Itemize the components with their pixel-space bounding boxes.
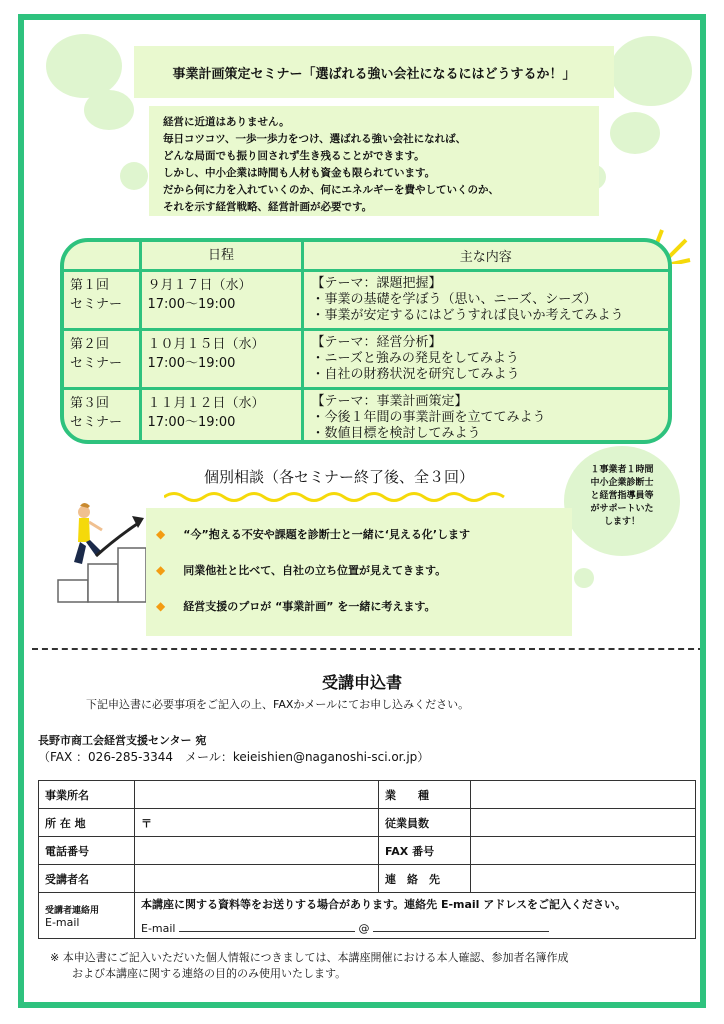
session-item: ・事業が安定するにはどうすれば良いか考えてみよう	[311, 308, 624, 323]
intro-line: どんな局面でも振り回されず生き残ることができます。	[163, 150, 425, 162]
session-date: １０月１５日（水）	[147, 337, 265, 352]
application-form	[38, 780, 696, 939]
session-label: セミナー	[70, 297, 123, 312]
cut-line	[32, 648, 704, 650]
phone-label: 電話番号	[39, 837, 135, 865]
deco-circle	[46, 34, 122, 98]
consult-point	[156, 598, 435, 614]
email-note: 本講座に関する資料等をお送りする場合があります。連絡先 E-mail アドレスをご記入ください。	[141, 898, 626, 911]
table-row	[39, 865, 696, 893]
session-label: セミナー	[70, 356, 123, 371]
consult-title: 個別相談（各セミナー終了後、全３回）	[203, 468, 474, 486]
consult-point	[156, 526, 470, 542]
wave-underline	[164, 490, 514, 504]
industry-field[interactable]	[471, 781, 696, 809]
email-prefix: E-mail	[141, 922, 176, 935]
email-at: @	[358, 922, 370, 935]
deco-circle	[120, 162, 148, 190]
intro-line: 経営に近道はありません。	[163, 116, 290, 128]
intro-line: しかし、中小企業は時間も人材も資金も限られています。	[163, 167, 436, 179]
session-label: 第３回	[70, 396, 110, 411]
intro-line: 毎日コツコツ、一歩一歩力をつけ、選ばれる強い会社になれば、	[163, 133, 467, 145]
bubble-line: と経営指導員等	[590, 491, 654, 501]
bubble-line: 中小企業診断士	[590, 478, 654, 488]
address-field[interactable]: 〒	[135, 809, 379, 837]
note-line: および本講座に関する連絡の目的のみ使用いたします。	[50, 967, 347, 980]
seminar-title: 事業計画策定セミナー「選ばれる強い会社になるにはどうするか！」	[134, 46, 614, 98]
intro-line: だから何に力を入れていくのか、何にエネルギーを費やしていくのか、	[163, 184, 499, 196]
deco-circle	[574, 568, 594, 588]
session-item: ・自社の財務状況を研究してみよう	[311, 367, 520, 382]
phone-field[interactable]	[135, 837, 379, 865]
session-item: ・事業の基礎を学ぼう（思い、ニーズ、シーズ）	[311, 292, 597, 307]
support-bubble	[564, 446, 680, 556]
address-label: 所 在 地	[39, 809, 135, 837]
table-row	[39, 809, 696, 837]
point-text: 同業他社と比べて、自社の立ち位置が見えてきます。	[183, 564, 447, 577]
session-time: 17:00〜19:00	[147, 415, 236, 430]
schedule-header	[64, 242, 140, 271]
attendee-field[interactable]	[135, 865, 379, 893]
bullet-icon: ◆	[156, 563, 166, 577]
session-item: ・ニーズと強みの発見をしてみよう	[311, 351, 519, 366]
consult-points	[146, 508, 572, 636]
email-field[interactable]	[135, 893, 696, 939]
company-label: 事業所名	[39, 781, 135, 809]
session-label: 第２回	[70, 337, 110, 352]
table-row	[39, 837, 696, 865]
table-row	[64, 389, 668, 445]
session-item: ・今後１年間の事業計画を立ててみよう	[311, 410, 546, 425]
schedule-table	[60, 238, 672, 444]
session-theme: 【テーマ：経営分析】	[311, 335, 442, 350]
session-theme: 【テーマ：事業計画策定】	[311, 394, 468, 409]
session-theme: 【テーマ：課題把握】	[311, 276, 442, 291]
table-row	[39, 893, 696, 939]
session-label: セミナー	[70, 415, 123, 430]
table-row	[64, 271, 668, 330]
bubble-line: がサポートいた	[590, 504, 654, 514]
point-text: 経営支援のプロが “事業計画” を一緒に考えます。	[183, 600, 436, 613]
session-date: １１月１２日（水）	[147, 396, 265, 411]
schedule-header: 主な内容	[302, 242, 668, 271]
form-subtitle: 下記申込書に必要事項をご記入の上、FAXかメールにてお申し込みください。	[86, 698, 470, 711]
table-row	[64, 330, 668, 389]
employees-label: 従業員数	[379, 809, 471, 837]
attendee-label: 受講者名	[39, 865, 135, 893]
privacy-note	[50, 950, 569, 982]
page-frame	[18, 14, 706, 1008]
deco-circle	[610, 36, 692, 106]
table-row	[39, 781, 696, 809]
email-label-line: E-mail	[45, 915, 80, 929]
office-name: 長野市商工会経営支援センター 宛	[38, 734, 207, 747]
employees-field[interactable]	[471, 809, 696, 837]
session-time: 17:00〜19:00	[147, 297, 236, 312]
bubble-line: します！	[603, 517, 640, 527]
contact-tel-field[interactable]	[471, 865, 696, 893]
bubble-line: １事業者１時間	[590, 465, 654, 475]
fax-label: FAX 番号	[379, 837, 471, 865]
climbing-person-icon	[52, 498, 148, 608]
point-text: “今”抱える不安や課題を診断士と一緒に‘見える化’します	[183, 528, 471, 541]
deco-circle	[84, 90, 134, 130]
deco-circle	[610, 112, 660, 154]
schedule-header: 日程	[140, 242, 302, 271]
session-time: 17:00〜19:00	[147, 356, 236, 371]
intro-text	[149, 106, 599, 216]
session-label: 第１回	[70, 278, 110, 293]
consult-point	[156, 562, 446, 578]
form-title: 受講申込書	[321, 673, 402, 692]
session-item: ・数値目標を検討してみよう	[311, 426, 481, 441]
email-input-line[interactable]	[141, 922, 689, 935]
bullet-icon: ◆	[156, 599, 166, 613]
contact-tel-label: 連 絡 先	[379, 865, 471, 893]
intro-line: それを示す経営戦略、経営計画が必要です。	[163, 201, 373, 213]
note-line: ※ 本申込書にご記入いただいた個人情報につきましては、本講座開催における本人確認、参加者名簿作成	[50, 951, 569, 964]
company-field[interactable]	[135, 781, 379, 809]
bullet-icon: ◆	[156, 527, 166, 541]
email-label-line: 受講者連絡用	[45, 905, 100, 916]
fax-field[interactable]	[471, 837, 696, 865]
office-contact: （FAX ：026-285-3344 メール：keieishien@naganoshi-sci.or.jp）	[38, 750, 430, 764]
email-label	[39, 893, 135, 939]
industry-label: 業 種	[379, 781, 471, 809]
session-date: ９月１７日（水）	[147, 278, 252, 293]
